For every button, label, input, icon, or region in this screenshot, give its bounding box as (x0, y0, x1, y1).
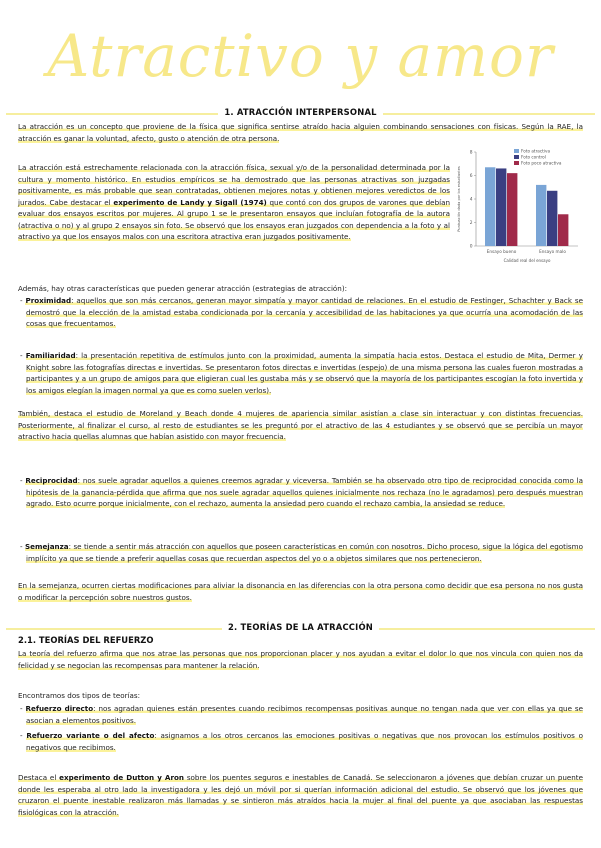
legend-swatch (514, 149, 519, 153)
y-tick-label: 6 (469, 174, 473, 180)
bar (547, 191, 557, 246)
legend-swatch (514, 161, 519, 165)
category-label: Ensayo bueno (486, 249, 517, 254)
section-heading-2: 2. TEORÍAS DE LA ATRACCIÓN (0, 622, 601, 632)
paragraph-strategies-intro: Además, hay otras características que pueden generar atracción (estrategias de atracción): (18, 284, 348, 293)
list-item-familiaridad: - Familiaridad: la presentación repetitiva de estímulos junto con la proximidad, aumenta la simpatía hacia estos. Destaca el estudio de Mita, Dermer y Knight sobre las fotografías directas e invertidas. Se presentaron fotos directas e invertidas (espejo) de una misma persona las cuales fueron mostradas a participantes y a un grupo de amigos para que eligieran cual les gustaba más y se observó que la mayoría de los participantes escogían la foto invertida y los amigos elegían la imagen normal ya que es como suelen verlos). (20, 351, 583, 395)
y-tick-label: 4 (469, 197, 473, 203)
paragraph-definition: La atracción es un concepto que proviene de la física que significa sentirse atraído hacia alguien combinando sensaciones con físicas. Según la RAE, la atracción es ganar la voluntad, afecto, gusto o atención de otra persona. (18, 122, 583, 143)
bar (558, 214, 568, 246)
paragraph-tipos: Encontramos dos tipos de teorías: (18, 691, 141, 700)
x-axis-label: Calidad real del ensayo (503, 258, 551, 263)
legend-label: Foto atractiva (521, 148, 551, 154)
list-item-proximidad: - Proximidad: aquellos que son más cercanos, generan mayor simpatía y mayor cantidad de relaciones. En el estudio de Festinger, Schachter y Back se demostró que la elección de la amistad estaba condicionada por la cercanía y accesibilidad de las habitaciones ya que ocurría una acomodación de las cosas que frecuentamos. (20, 296, 583, 328)
bar (536, 185, 546, 246)
legend-swatch (514, 155, 519, 159)
paragraph-semejanza-disonancia: En la semejanza, ocurren ciertas modificaciones para aliviar la disonancia en las diferencias con la otra persona como decidir que esa persona no nos gusta o modificar la percepción sobre nuestros gustos. (18, 581, 583, 602)
list-item-semejanza: - Semejanza: se tiende a sentir más atracción con aquellos que poseen características en común con nosotros. Dicho proceso, sigue la lógica del egotismo implícito ya que se tiende a preferir aquellas cosas que recuerdan aspectos del yo o a objetos similares que nos pertenecieron. (20, 542, 583, 563)
bar (507, 173, 517, 246)
bar-chart-essay-ratings (452, 146, 586, 266)
y-tick-label: 2 (469, 221, 473, 227)
subsection-heading-2-1: 2.1. TEORÍAS DEL REFUERZO (18, 635, 154, 645)
bar (485, 167, 495, 246)
paragraph-dutton-aron: Destaca el experimento de Dutton y Aron sobre los puentes seguros e inestables de Canadá. Se seleccionaron a jóvenes que debían cruzar un puente donde les esperaba al otro lado la investigadora y les dejó un móvil por si querían información adicional del estudio. Se observó que los jóvenes que cruzaron el puente inestable realizaron más llamadas y se sintieron más atraídos hacia la mujer al final del puente ya que asociaban las respuestas fisiológicas con la atracción. (18, 773, 584, 817)
list-item-refuerzo-directo: - Refuerzo directo: nos agradan quienes están presentes cuando recibimos recompensas positivas aunque no tengan nada que ver con ellas ya que se asocian a elementos positivos. (20, 704, 584, 725)
paragraph-refuerzo: La teoría del refuerzo afirma que nos atrae las personas que nos proporcionan placer y nos ayudan a evitar el dolor lo que nos vincula con quien nos da felicidad y se negocian las recompensas para mantener la relación. (18, 649, 583, 670)
legend-label: Foto control (521, 154, 546, 160)
section-heading-1: 1. ATRACCIÓN INTERPERSONAL (0, 107, 601, 117)
paragraph-moreland-beach: También, destaca el estudio de Moreland y Beach donde 4 mujeres de apariencia similar asistían a clase sin interactuar y con distintas frecuencias. Posteriormente, al finalizar el curso, al resto de estudiantes se les preguntó por el atractivo de las 4 estudiantes y se observó que se percibía un mayor atractivo hacia quellas alumnas que habían asistido con mayor frecuencia. (18, 409, 583, 441)
bar (496, 168, 506, 246)
list-item-refuerzo-variante: - Refuerzo variante o del afecto: asignamos a los otros cercanos las emociones positivas o negativas que nos provocan los estímulos positivos o negativos que recibimos. (20, 731, 583, 752)
legend-label: Foto poco atractiva (521, 160, 562, 166)
y-tick-label: 8 (469, 150, 473, 156)
y-axis-label: Puntuación dada por los estudiantes (457, 166, 461, 232)
page-title: Atractivo y amor (47, 22, 554, 90)
list-item-reciprocidad: - Reciprocidad: nos suele agradar aquellos a quienes creemos agradar y viceversa. También se ha observado otro tipo de reciprocidad conocida como la hipótesis de la ganancia-pérdida que afirma que nos suele agradar aquellos quienes inicialmente nos rechaza (no le agradamos) pero después muestran agrado. Esto ocurre porque inicialmente, con el rechazo, aumenta la ansiedad pero cuando el rechazo cambia, la ansiedad se reduce. (20, 476, 583, 508)
y-tick-label: 0 (469, 244, 473, 250)
paragraph-landy-sigall: La atracción está estrechamente relacionada con la atracción física, sexual y/o de la personalidad determinada por la cultura y momento histórico. En estudios empíricos se ha demostrado que las personas atractivas son juzgadas positivamente, es más probable que sean contratadas, obtienen mejores notas y obtienen mejores veredictos de los jurados. Cabe destacar el experimento de Landy y Sigall (1974) que contó con dos grupos de varones que debían evaluar dos ensayos escritos por mujeres. Al grupo 1 se le presentaron ensayos que incluían fotografía de la autora (atractiva o no) y al grupo 2 ensayos sin foto. Se observó que los ensayos eran juzgados con dependencia a la foto y al atractivo ya que los ensayos malos con una escritora atractiva eran juzgados positivamente. (18, 163, 450, 241)
category-label: Ensayo malo (539, 249, 566, 254)
